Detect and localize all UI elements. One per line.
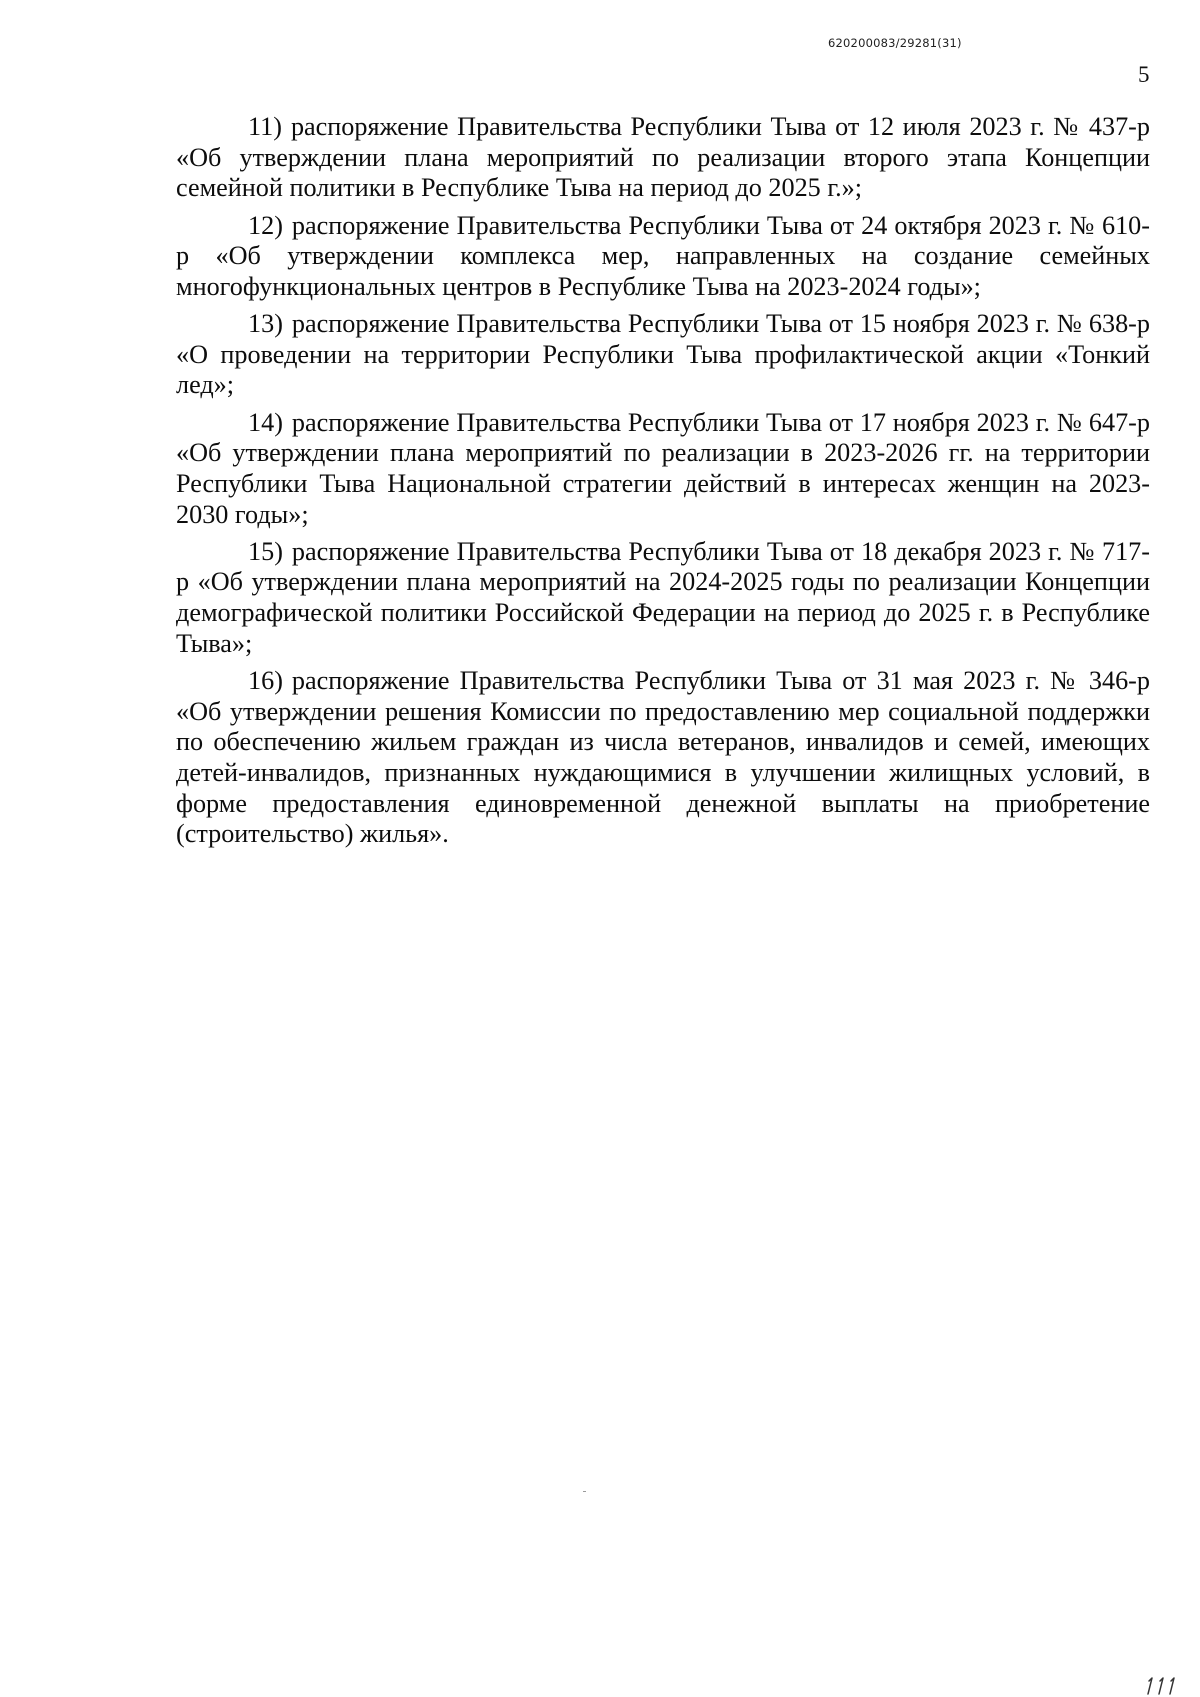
scan-dot-mark	[583, 1491, 586, 1492]
list-item	[176, 537, 1150, 660]
list-item	[176, 666, 1150, 850]
list-item	[176, 211, 1150, 303]
list-item-text: распоряжение Правительства Республики Тыва от 18 декабря 2023 г. № 717-р «Об утверждении плана мероприятий на 2024-2025 годы по реализации Концепции демографической политики Российской Федерации на период до 2025 г. в Республике Тыва»;	[176, 536, 1150, 658]
document-id: 620200083/29281(31)	[828, 36, 962, 50]
list-item-number: 16)	[248, 665, 283, 695]
list-item-text: распоряжение Правительства Республики Тыва от 17 ноября 2023 г. № 647-р «Об утверждении плана мероприятий по реализации в 2023-2026 гг. на территории Республики Тыва Национальной стратегии действий в интересах женщин на 2023-2030 годы»;	[176, 407, 1150, 529]
list-item-text: распоряжение Правительства Республики Тыва от 12 июля 2023 г. № 437-р «Об утверждении плана мероприятий по реализации второго этапа Концепции семейной политики в Республике Тыва на период до 2025 г.»;	[176, 112, 1150, 203]
page-number: 5	[1138, 62, 1150, 87]
document-body	[176, 112, 1150, 857]
list-item-number: 14)	[248, 407, 283, 437]
list-item-text: распоряжение Правительства Республики Тыва от 31 мая 2023 г. № 346-р «Об утверждении решения Комиссии по предоставлению мер социальной поддержки по обеспечению жильем граждан из числа ветеранов, инвалидов и семей, имеющих детей-инвалидов, признанных нуждающимися в улучшении жилищных условий, в форме предоставления единовременной денежной выплаты на приобретение (строительство) жилья».	[176, 665, 1150, 849]
list-item	[176, 309, 1150, 401]
list-item-text: распоряжение Правительства Республики Тыва от 15 ноября 2023 г. № 638-р «О проведении на территории Республики Тыва профилактической акции «Тонкий лед»;	[176, 309, 1150, 400]
handwritten-mark	[1142, 1672, 1182, 1696]
list-item-number: 12)	[248, 210, 283, 240]
list-item	[176, 112, 1150, 204]
list-item-number: 13)	[248, 309, 283, 338]
list-item	[176, 408, 1150, 531]
list-item-text: распоряжение Правительства Республики Тыва от 24 октября 2023 г. № 610-р «Об утверждении комплекса мер, направленных на создание семейных многофункциональных центров в Республике Тыва на 2023-2024 годы»;	[176, 210, 1150, 301]
list-item-number: 11)	[248, 112, 282, 141]
list-item-number: 15)	[248, 536, 283, 566]
